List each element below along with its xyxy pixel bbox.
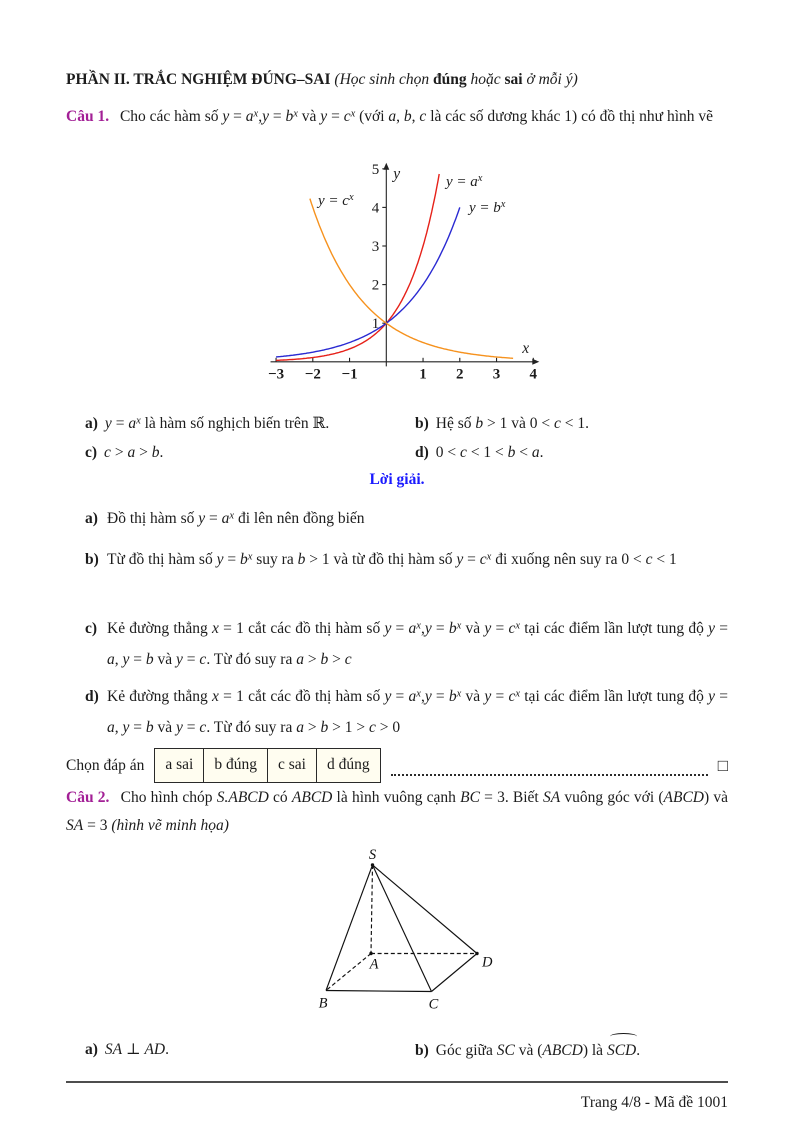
option-c [85,439,415,468]
vertex-label-S: S [368,847,377,863]
question-1-text: Cho các hàm số $y = a^x,y = b^x$ và $y = c^x$ (với a, b, c là các số dương khác 1) có đồ thị như hình vẽ [119,108,714,125]
widehat-arc-icon [610,1033,637,1040]
edge-BC [326,991,432,992]
q2-option-a [85,1036,415,1066]
option-a [85,410,415,439]
question-2-stem [66,784,728,840]
svg-text:2: 2 [456,366,464,383]
widehat-angle: SCD [607,1036,636,1066]
hidden-edge-SA [371,865,373,954]
curve-label-1: $y = b^x$ [469,199,506,216]
answer-cell-b: b đúng [203,749,267,782]
question-1-options [66,410,728,467]
svg-text:x: x [522,339,530,357]
curve-0 [276,174,439,360]
solution-heading: Lời giải. [369,471,425,488]
svg-text:1: 1 [371,316,380,333]
question-2-text: Cho hình chóp S.ABCD có ABCD là hình vuông cạnh BC = 3. Biết SA vuông góc với (ABCD) và SA = 3 (hình vẽ minh họa) [66,789,728,834]
option-b [415,410,728,439]
option-a-text: $y = a^x$ là hàm số nghịch biến trên ℝ. [104,415,330,432]
edge-SC [373,865,432,992]
svg-text:−2: −2 [304,366,321,383]
solution-d-text: Kẻ đường thẳng x = 1 cắt các đồ thị hàm số $y = a^x,y = b^x$ và $y = c^x$ tại các điểm lần lượt tung độ y = a, y = b và y = c. Từ đó suy ra a > b > 1 > c > 0 [107,688,728,736]
q2-option-b-text: Góc giữa SC và (ABCD) là SCD. [436,1042,640,1059]
q2-option-b [415,1036,728,1066]
q2-option-b-letter: b) [415,1042,429,1059]
svg-text:5: 5 [371,161,380,178]
vertex-label-D: D [482,954,493,971]
question-2-label: Câu 2. [66,789,110,806]
svg-text:1: 1 [419,366,427,383]
svg-text:4: 4 [529,366,538,383]
curve-label-2: $y = c^x$ [318,192,354,209]
vertex-label-C: C [428,996,439,1013]
pyramid-figure [296,845,506,1017]
curve-1 [276,207,460,357]
solution-a-letter: a) [85,510,98,527]
svg-text:−3: −3 [268,366,285,383]
solution-b [66,544,728,575]
solution-b-letter: b) [85,551,99,568]
question-1-stem [66,103,728,131]
svg-text:3: 3 [371,239,380,255]
q2-option-a-text: SA ⊥ AD. [104,1041,170,1058]
q2-option-a-letter: a) [85,1041,98,1058]
solution-c [66,613,728,675]
section-note: (Học sinh chọn đúng hoặc sai ở mỗi ý) [334,71,578,88]
solution-d-letter: d) [85,688,99,705]
question-1-label: Câu 1. [66,108,110,125]
solution-a [66,503,728,534]
solution-c-letter: c) [85,620,98,637]
section-title: PHẦN II. TRẮC NGHIỆM ĐÚNG–SAI [66,71,331,88]
vertex-dot-D [475,952,478,955]
footer-rule [66,1081,728,1083]
dotted-leader [391,774,708,776]
solution-a-text: Đồ thị hàm số $y = a^x$ đi lên nên đồng biến [107,510,365,527]
option-b-text: Hệ số b > 1 và 0 < c < 1. [435,415,590,432]
vertex-label-B: B [318,995,328,1012]
answer-prompt: Chọn đáp án [66,756,145,774]
option-c-letter: c) [85,443,98,461]
question-2-options [66,1036,728,1066]
edge-SD [373,865,478,954]
svg-text:3: 3 [492,366,501,383]
chart-axes [268,162,539,382]
option-d-letter: d) [415,443,429,461]
answer-table [154,748,380,783]
vertex-dot-S [371,863,374,866]
edge-CD [432,954,478,992]
footer-page-info: Trang 4/8 - Mã đề 1001 [580,1094,728,1111]
svg-text:y: y [393,165,401,183]
vertex-label-A: A [369,956,379,973]
option-a-letter: a) [85,415,98,432]
solution-d [66,681,728,743]
vertex-dot-A [369,952,372,955]
svg-text:4: 4 [371,200,380,217]
answer-cell-c: c sai [267,749,316,782]
option-d [415,439,728,468]
answer-cell-a: a sai [165,756,194,773]
curve-label-0: $y = a^x$ [446,173,483,190]
option-d-text: 0 < c < 1 < b < a. [435,443,544,461]
option-b-letter: b) [415,415,429,432]
solution-b-text: Từ đồ thị hàm số $y = b^x$ suy ra b > 1 và từ đồ thị hàm số $y = c^x$ đi xuống nên suy ra 0 < c < 1 [107,551,677,568]
answer-row [66,748,728,783]
option-c-text: c > a > b. [104,443,164,461]
svg-text:2: 2 [371,277,380,294]
section-header [66,66,728,94]
checkbox-icon: □ [717,756,728,775]
answer-cell-d: d đúng [316,749,380,782]
solution-c-text: Kẻ đường thẳng x = 1 cắt các đồ thị hàm số $y = a^x,y = b^x$ và $y = c^x$ tại các điểm lần lượt tung độ y = a, y = b và y = c. Từ đó suy ra a > b > c [107,620,728,668]
svg-text:−1: −1 [341,366,358,383]
exponential-functions-graph [256,150,548,390]
